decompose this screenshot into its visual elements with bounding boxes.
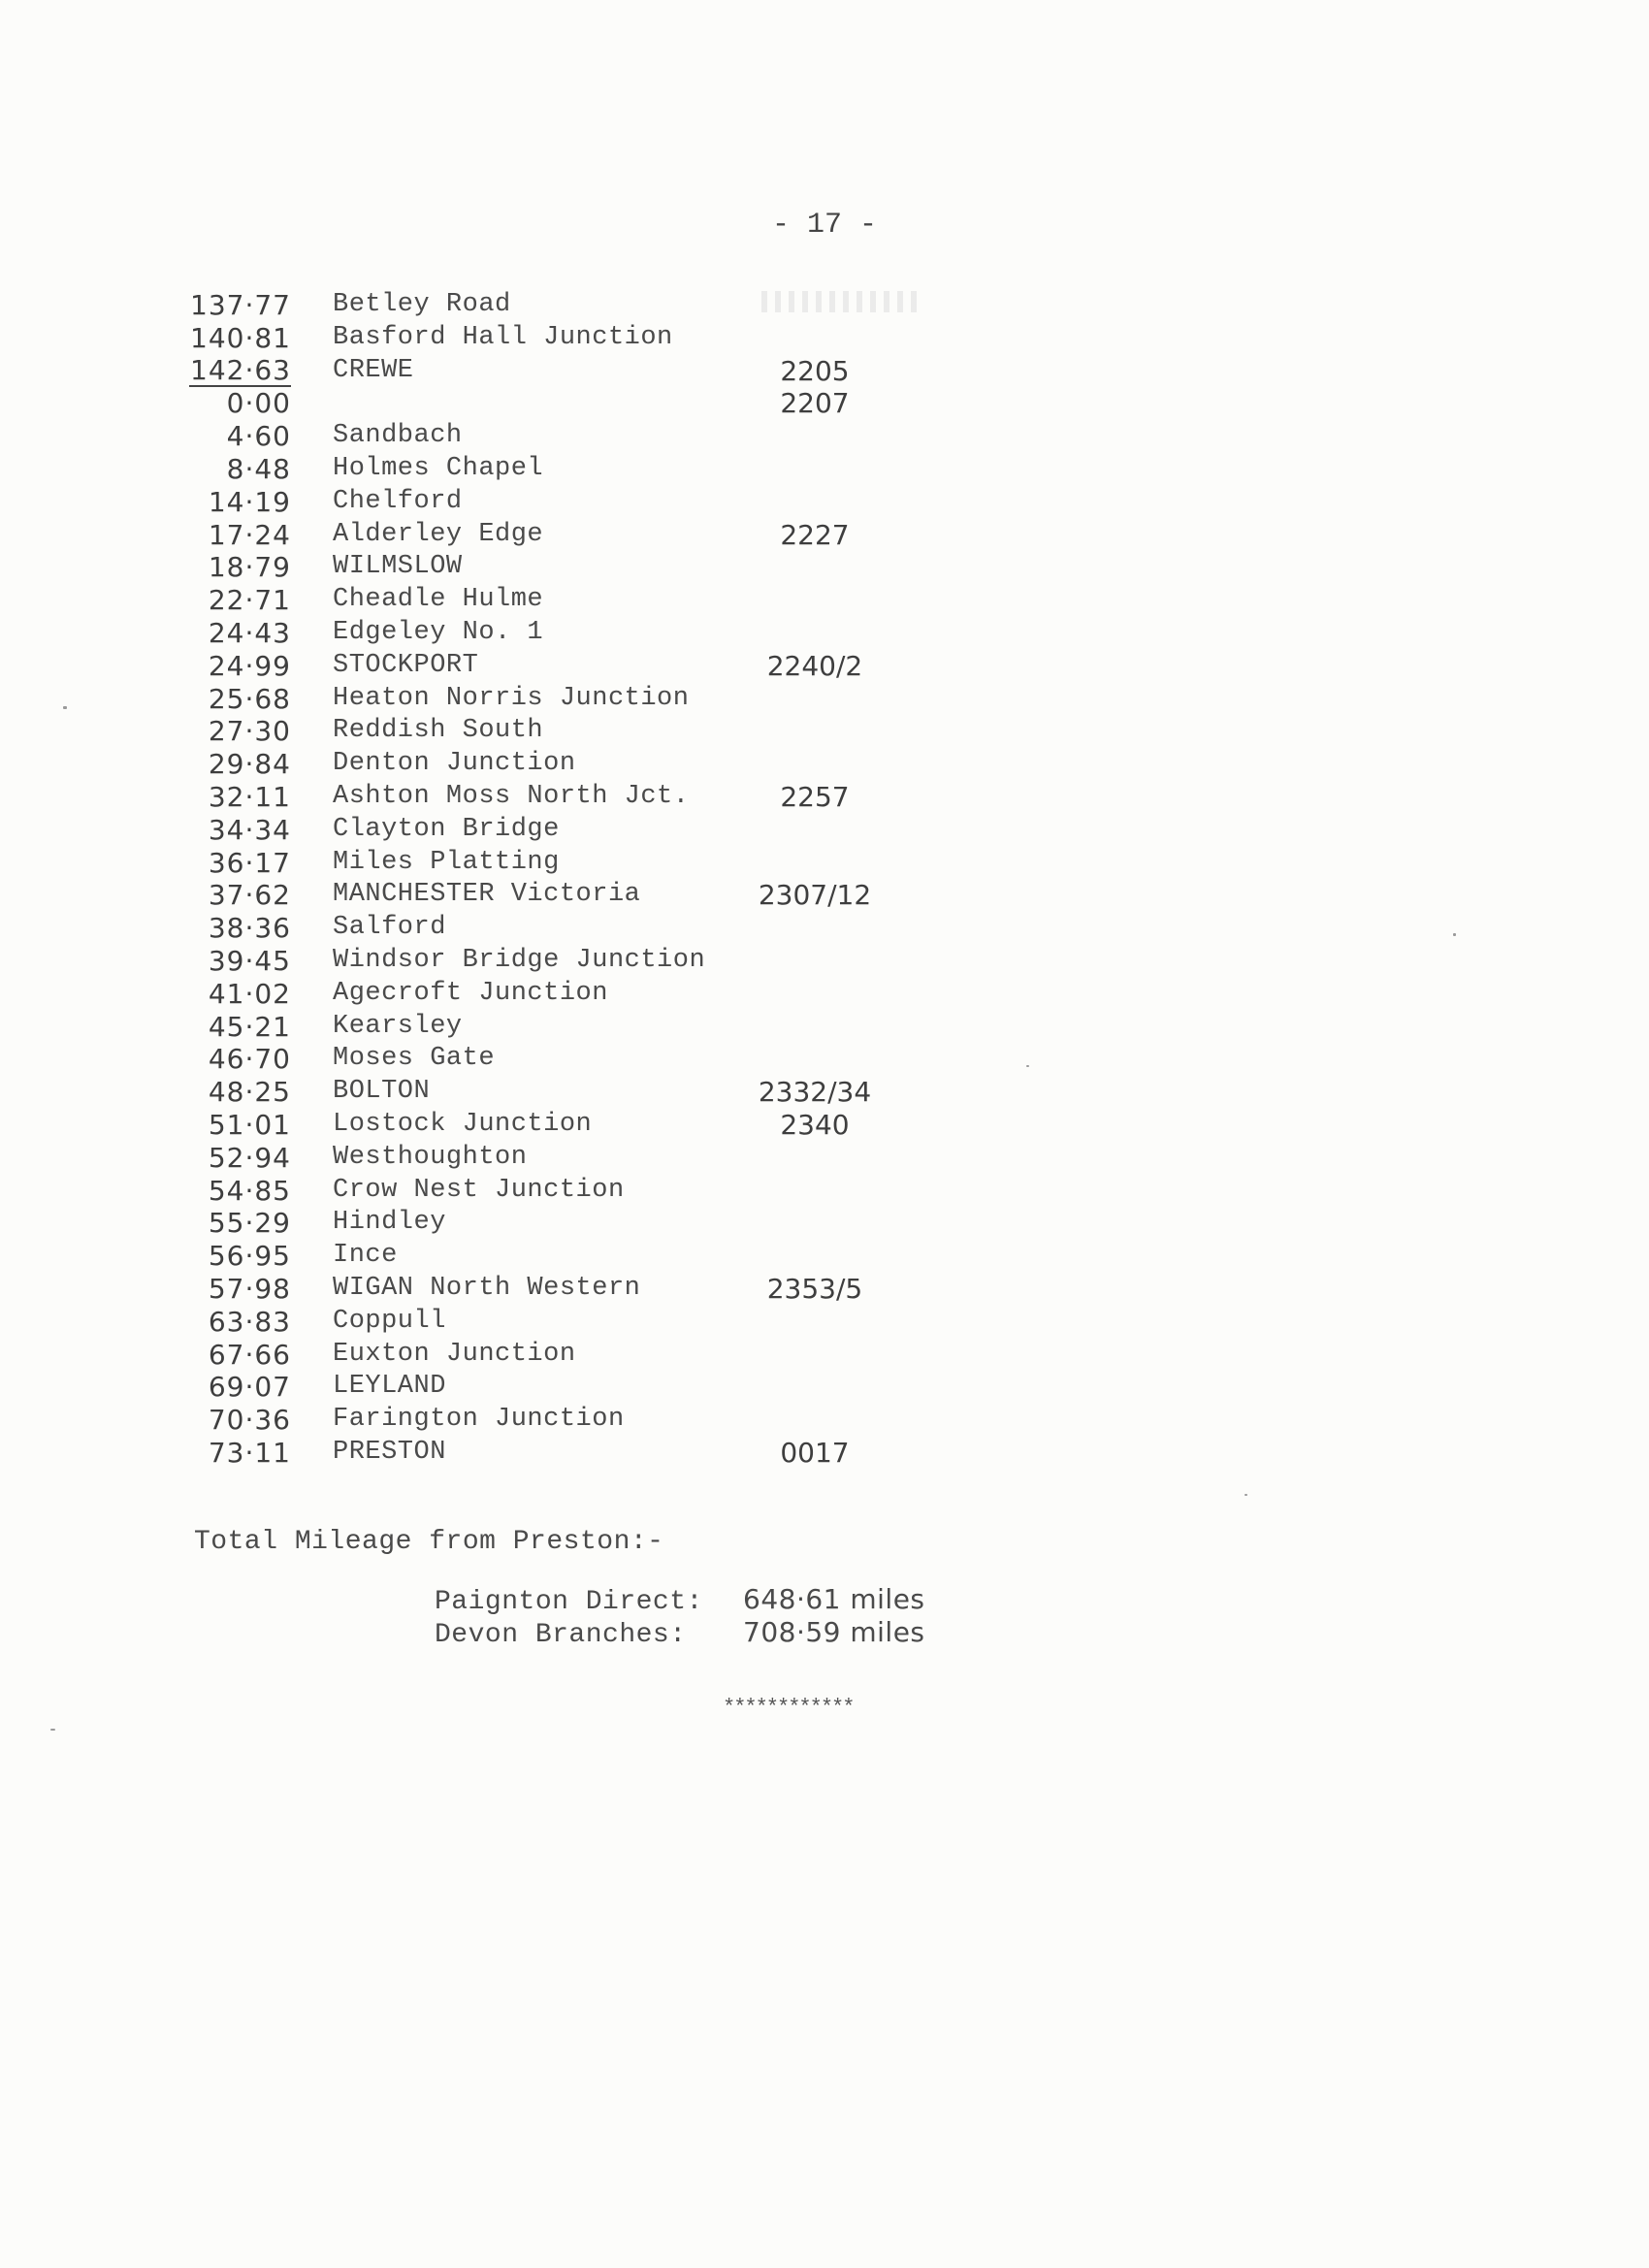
- mileage-cell: 41·02: [208, 977, 291, 1010]
- mileage-cell: 142·63: [190, 353, 291, 386]
- station-cell: Clayton Bridge: [333, 814, 560, 844]
- asterisk-separator: ************: [723, 1696, 854, 1720]
- totals-row-paignton: [435, 1583, 925, 1617]
- station-cell: WIGAN North Western: [333, 1273, 641, 1303]
- station-cell: STOCKPORT: [333, 650, 479, 680]
- mileage-cell: 0·00: [226, 387, 291, 420]
- station-cell: Farington Junction: [333, 1405, 625, 1435]
- mileage-cell: 57·98: [208, 1272, 291, 1305]
- table-row: [189, 617, 985, 650]
- mileage-cell: 37·62: [208, 879, 291, 912]
- table-row: [189, 453, 985, 486]
- table-row: [189, 1437, 985, 1470]
- mileage-cell: 70·36: [208, 1404, 291, 1437]
- table-row: [189, 1404, 985, 1437]
- table-row: [189, 1011, 985, 1044]
- station-cell: Agecroft Junction: [333, 978, 608, 1008]
- mileage-cell: 63·83: [208, 1305, 291, 1338]
- mileage-cell: 39·45: [208, 944, 291, 977]
- table-row: [189, 1339, 985, 1372]
- mileage-cell: 140·81: [190, 321, 291, 354]
- paper-speck: [50, 1729, 55, 1731]
- mileage-cell: 24·43: [208, 616, 291, 649]
- station-cell: Alderley Edge: [333, 519, 544, 549]
- mileage-cell: 56·95: [208, 1240, 291, 1273]
- time-cell: 2307/12: [758, 879, 872, 912]
- paper-speck: [63, 706, 67, 709]
- station-cell: Salford: [333, 913, 446, 943]
- mileage-cell: 48·25: [208, 1076, 291, 1109]
- station-cell: Kearsley: [333, 1011, 463, 1041]
- paper-speck: [1245, 1494, 1247, 1496]
- station-cell: Crow Nest Junction: [333, 1175, 625, 1205]
- station-cell: Euxton Junction: [333, 1339, 576, 1369]
- mileage-cell: 8·48: [226, 452, 291, 485]
- station-cell: PRESTON: [333, 1437, 446, 1467]
- table-row: [189, 715, 985, 748]
- mileage-cell: 69·07: [208, 1371, 291, 1404]
- totals-label: Paignton Direct:: [435, 1587, 703, 1617]
- mileage-cell: 27·30: [208, 715, 291, 748]
- station-cell: Westhoughton: [333, 1142, 528, 1172]
- mileage-cell: 38·36: [208, 912, 291, 945]
- mileage-cell: 67·66: [208, 1338, 291, 1371]
- mileage-cell: 34·34: [208, 813, 291, 846]
- totals-value: 648·61 miles: [743, 1583, 925, 1615]
- mileage-cell: 137·77: [190, 289, 291, 321]
- table-row: [189, 945, 985, 978]
- table-row: [189, 683, 985, 716]
- table-row: [189, 1240, 985, 1273]
- station-cell: Coppull: [333, 1306, 446, 1336]
- mileage-cell: 14·19: [208, 485, 291, 518]
- time-cell: 2227: [780, 518, 850, 551]
- station-cell: LEYLAND: [333, 1372, 446, 1402]
- totals-heading: Total Mileage from Preston:-: [194, 1527, 664, 1557]
- mileage-cell: 17·24: [208, 518, 291, 551]
- mileage-cell: 73·11: [208, 1436, 291, 1469]
- route-timing-table: [189, 289, 985, 1470]
- table-row: [189, 781, 985, 814]
- mileage-cell: 55·29: [208, 1207, 291, 1240]
- table-row: [189, 584, 985, 617]
- mileage-cell: 4·60: [226, 420, 291, 453]
- station-cell: MANCHESTER Victoria: [333, 880, 641, 910]
- table-row: [189, 519, 985, 552]
- mileage-cell: 54·85: [208, 1174, 291, 1207]
- time-cell: 2257: [780, 780, 850, 813]
- table-row: [189, 814, 985, 847]
- mileage-cell: 29·84: [208, 748, 291, 781]
- totals-label: Devon Branches:: [435, 1620, 687, 1650]
- mileage-cell: 51·01: [208, 1108, 291, 1141]
- station-cell: Sandbach: [333, 421, 463, 451]
- mileage-cell: 52·94: [208, 1141, 291, 1174]
- table-row: [189, 551, 985, 584]
- paper-speck: [1453, 933, 1456, 936]
- station-cell: Denton Junction: [333, 749, 576, 779]
- station-cell: BOLTON: [333, 1077, 431, 1107]
- station-cell: Moses Gate: [333, 1044, 496, 1074]
- mileage-cell: 25·68: [208, 682, 291, 715]
- station-cell: Lostock Junction: [333, 1109, 593, 1139]
- time-cell: 2353/5: [766, 1272, 863, 1305]
- table-row: [189, 1142, 985, 1175]
- time-cell: 0017: [780, 1436, 850, 1469]
- table-row: [189, 355, 985, 388]
- station-cell: Windsor Bridge Junction: [333, 945, 706, 975]
- mileage-cell: 24·99: [208, 649, 291, 682]
- mileage-cell: 36·17: [208, 846, 291, 879]
- table-row: [189, 1207, 985, 1240]
- station-cell: Reddish South: [333, 716, 544, 746]
- table-row: [189, 1306, 985, 1339]
- table-row: [189, 322, 985, 355]
- table-row: [189, 1273, 985, 1306]
- table-row: [189, 847, 985, 880]
- table-row: [189, 1371, 985, 1404]
- station-cell: Edgeley No. 1: [333, 617, 544, 647]
- table-row: [189, 978, 985, 1011]
- table-row: [189, 748, 985, 781]
- station-cell: Ashton Moss North Jct.: [333, 781, 690, 811]
- totals-row-devon: [435, 1616, 925, 1650]
- station-cell: CREWE: [333, 355, 414, 385]
- station-cell: Betley Road: [333, 290, 511, 319]
- station-cell: Chelford: [333, 486, 463, 516]
- table-row: [189, 387, 985, 420]
- station-cell: Ince: [333, 1241, 398, 1271]
- time-cell: 2332/34: [758, 1076, 872, 1109]
- table-row: [189, 420, 985, 453]
- time-cell: 2340: [780, 1108, 850, 1141]
- mileage-cell: 18·79: [208, 551, 291, 584]
- station-cell: Holmes Chapel: [333, 453, 544, 483]
- mileage-cell: 46·70: [208, 1043, 291, 1076]
- table-row: [189, 486, 985, 519]
- table-row: [189, 650, 985, 683]
- station-cell: Miles Platting: [333, 847, 560, 877]
- table-row: [189, 1175, 985, 1208]
- mileage-cell: 22·71: [208, 584, 291, 617]
- station-cell: Cheadle Hulme: [333, 585, 544, 615]
- station-cell: Basford Hall Junction: [333, 322, 673, 352]
- table-row: [189, 1076, 985, 1109]
- time-cell: 2240/2: [766, 649, 863, 682]
- page-number: - 17 -: [771, 209, 878, 242]
- table-row: [189, 1109, 985, 1142]
- table-row: [189, 1043, 985, 1076]
- time-cell: 2207: [780, 387, 850, 420]
- table-row: [189, 289, 985, 322]
- table-row: [189, 879, 985, 912]
- station-cell: Heaton Norris Junction: [333, 683, 690, 713]
- station-cell: WILMSLOW: [333, 552, 463, 582]
- station-cell: Hindley: [333, 1208, 446, 1238]
- mileage-cell: 32·11: [208, 780, 291, 813]
- time-cell: 2205: [780, 354, 850, 387]
- mileage-cell: 45·21: [208, 1010, 291, 1043]
- totals-value: 708·59 miles: [743, 1616, 925, 1648]
- table-row: [189, 912, 985, 945]
- paper-speck: [1026, 1065, 1029, 1067]
